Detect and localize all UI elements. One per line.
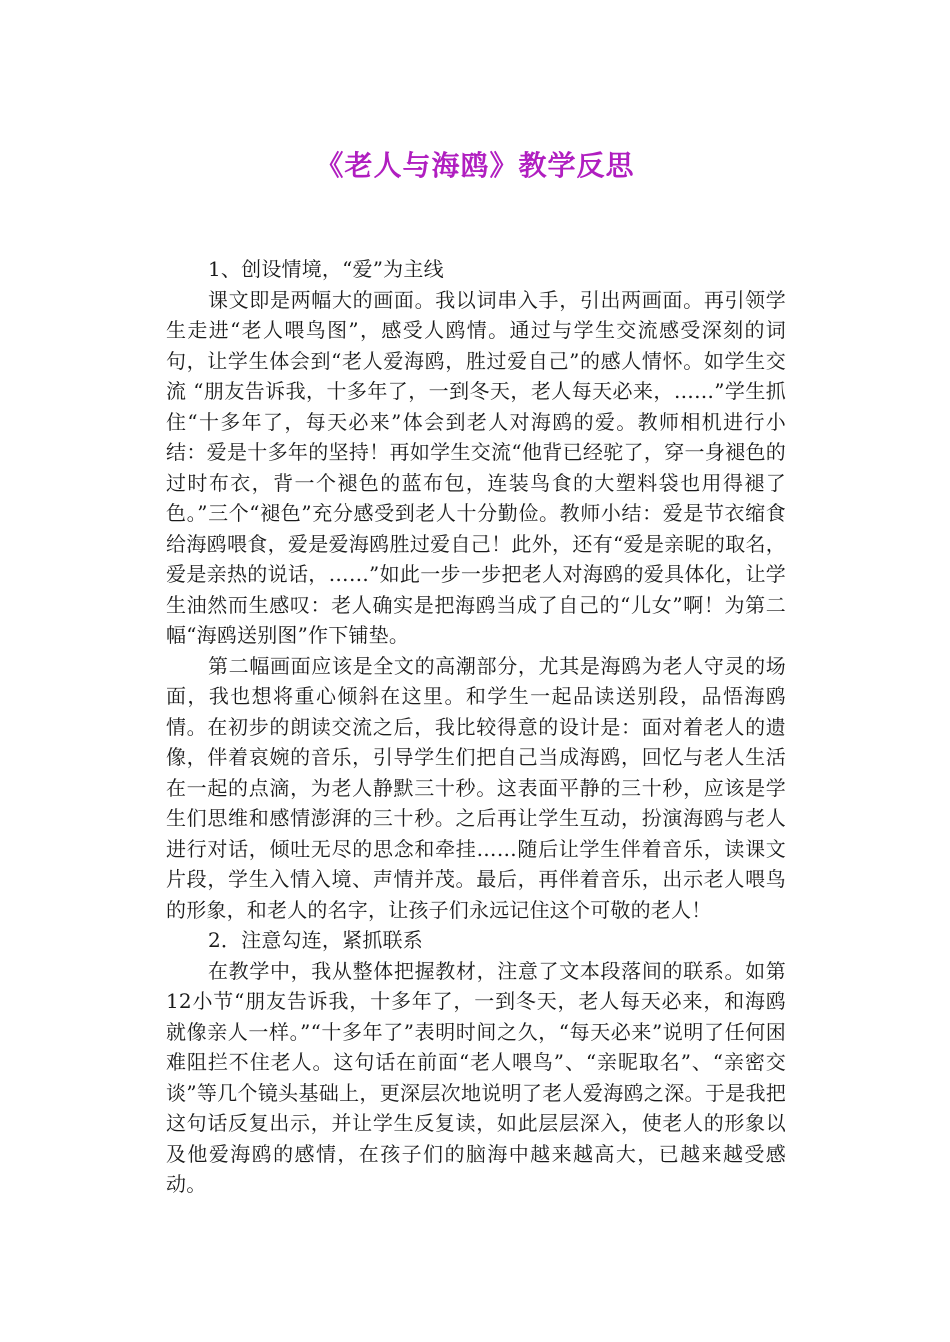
section-1-paragraph-1: 课文即是两幅大的画面。我以词串入手，引出两画面。再引领学生走进“老人喂鸟图”，感受人鸥情。通过与学生交流感受深刻的词句，让学生体会到“老人爱海鸥，胜过爱自己”的感人情怀。如学生交流 “朋友告诉我，十多年了，一到冬天，老人每天必来，……”学生抓住“十多年了，每天必来”体会到老人对海鸥的爱。教师相机进行小结：爱是十多年的坚持！再如学生交流“他背已经驼了，穿一身褪色的过时布衣，背一个褪色的蓝布包，连装鸟食的大塑料袋也用得褪了色。”三个“褪色”充分感受到老人十分勤俭。教师小结：爱是节衣缩食给海鸥喂食，爱是爱海鸥胜过爱自己！此外，还有“爱是亲昵的取名，爱是亲热的说话，……”如此一步一步把老人对海鸥的爱具体化，让学生油然而生感叹：老人确实是把海鸥当成了自己的“儿女”啊！为第二幅“海鸥送别图”作下铺垫。 — [166, 287, 786, 647]
section-2-paragraph-1: 在教学中，我从整体把握教材，注意了文本段落间的联系。如第12小节“朋友告诉我，十多年了，一到冬天，老人每天必来，和海鸥就像亲人一样。”“十多年了”表明时间之久，“每天必来”说明了任何困难阻拦不住老人。这句话在前面“老人喂鸟”、“亲昵取名”、“亲密交谈”等几个镜头基础上，更深层次地说明了老人爱海鸥之深。于是我把这句话反复出示，并让学生反复读，如此层层深入，使老人的形象以及他爱海鸥的感情，在孩子们的脑海中越来越高大，已越来越受感动。 — [166, 958, 786, 1196]
section-1-paragraph-2: 第二幅画面应该是全文的高潮部分，尤其是海鸥为老人守灵的场面，我也想将重心倾斜在这里。和学生一起品读送别段，品悟海鸥情。在初步的朗读交流之后，我比较得意的设计是：面对着老人的遗像，伴着哀婉的音乐，引导学生们把自己当成海鸥，回忆与老人生活在一起的点滴，为老人静默三十秒。这表面平静的三十秒，应该是学生们思维和感情澎湃的三十秒。之后再让学生互动，扮演海鸥与老人进行对话，倾吐无尽的思念和牵挂……随后让学生伴着音乐，读课文片段，学生入情入境、声情并茂。最后，再伴着音乐，出示老人喂鸟的形象，和老人的名字，让孩子们永远记住这个可敬的老人！ — [166, 653, 786, 922]
section-heading-2: 2．注意勾连，紧抓联系 — [208, 928, 423, 952]
document-title: 《老人与海鸥》教学反思 — [315, 149, 635, 182]
section-heading-1: 1、创设情境，“爱”为主线 — [208, 257, 444, 281]
document-body — [166, 254, 786, 1200]
